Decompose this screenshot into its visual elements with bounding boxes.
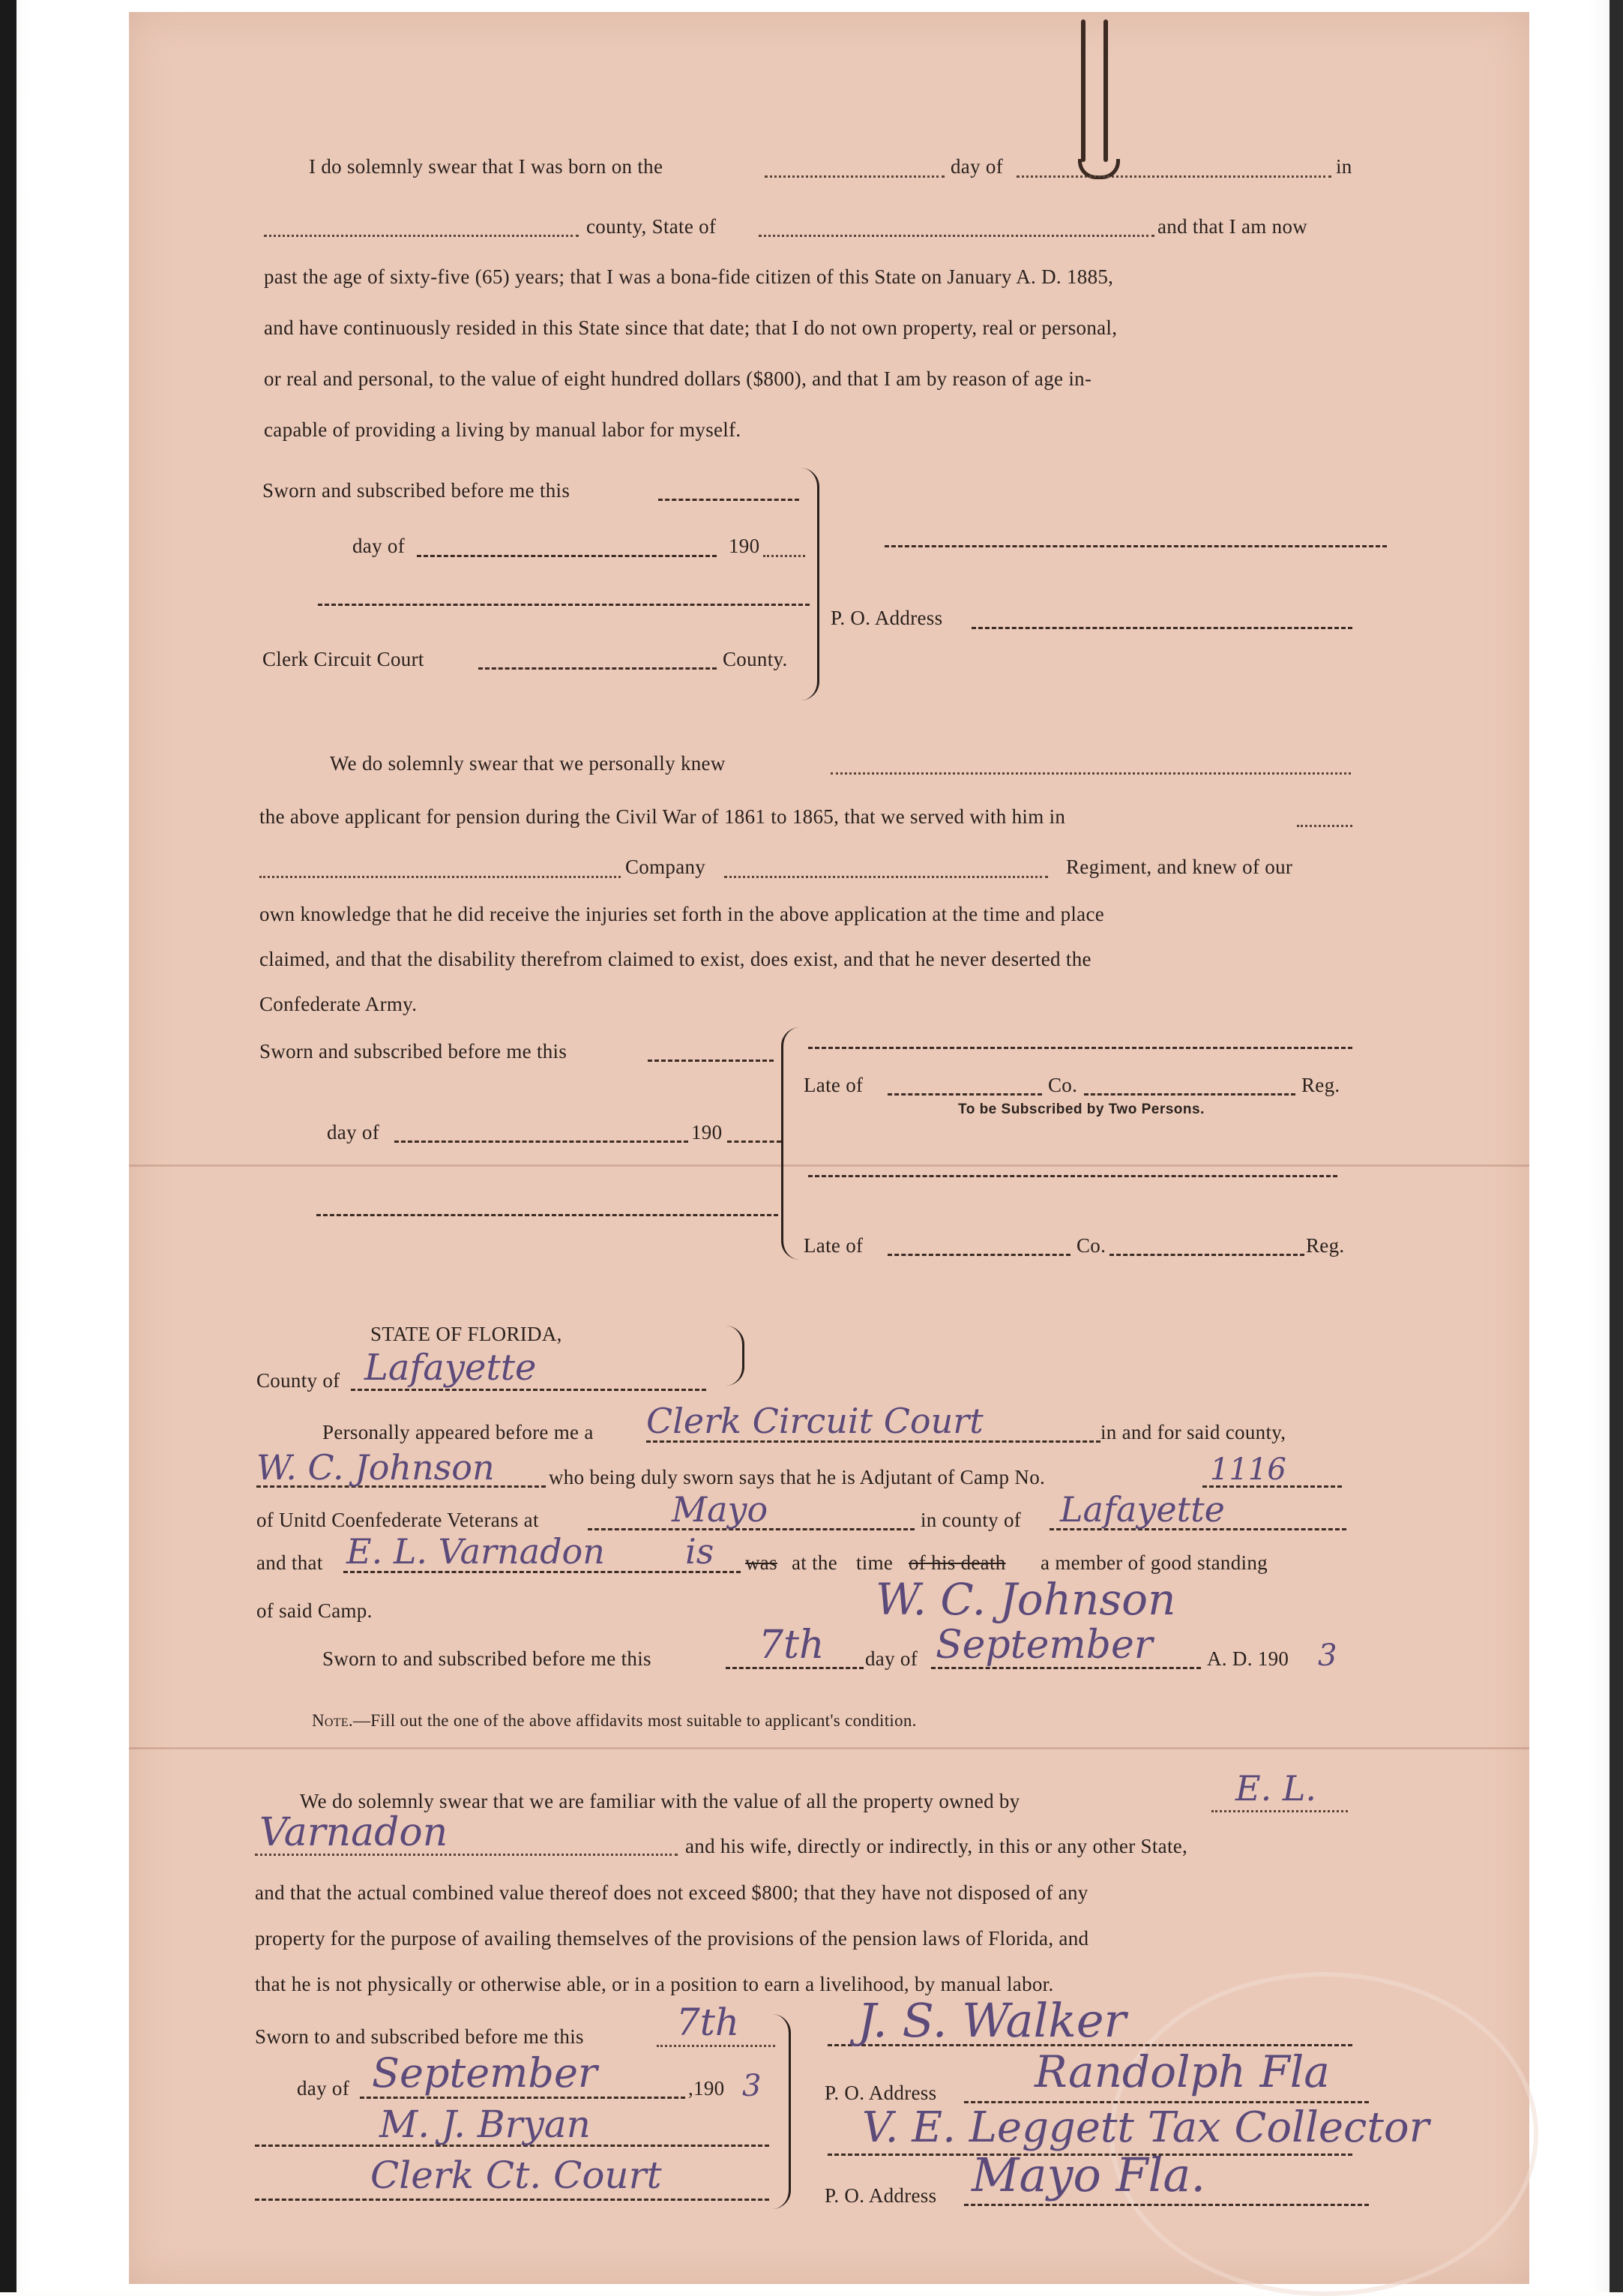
at-the-text: at the	[792, 1551, 838, 1574]
po-address-field[interactable]	[972, 627, 1352, 629]
affidavit-line: or real and personal, to the value of eight hundred dollars ($800), and that I am by reason of age in-	[264, 367, 1092, 390]
county-text: County.	[723, 648, 788, 670]
witness1-signature: J. S. Walker	[858, 1993, 1127, 2048]
po-address-label: P. O. Address	[825, 2082, 937, 2104]
born-state-field[interactable]	[759, 235, 1154, 237]
sworn-text: Sworn and subscribed before me this	[259, 1040, 567, 1063]
applicant-name-field[interactable]	[831, 772, 1351, 775]
reg-label: Reg.	[1301, 1074, 1340, 1096]
in-text: in	[1336, 155, 1352, 178]
born-text: I do solemnly swear that I was born on the	[309, 155, 663, 178]
witness2-po-handwritten: Mayo Fla.	[972, 2148, 1206, 2202]
born-month-field[interactable]	[1017, 175, 1331, 178]
witness2-po-field[interactable]	[964, 2204, 1369, 2206]
scan-left-edge	[0, 0, 16, 2292]
po-address-label: P. O. Address	[825, 2184, 937, 2207]
sworn-month-field[interactable]	[417, 555, 717, 557]
affidavit-line: property for the purpose of availing themselves of the provisions of the pension laws of Florida, and	[255, 1927, 1089, 1950]
po-address-label: P. O. Address	[831, 607, 943, 629]
witness2-co-field[interactable]	[1109, 1254, 1304, 1256]
affidavit-line: Confederate Army.	[259, 993, 418, 1015]
adjutant-text: who being duly sworn says that he is Adjutant of Camp No.	[549, 1466, 1046, 1488]
camp-county-handwritten: Lafayette	[1060, 1489, 1225, 1530]
is-handwritten: is	[685, 1531, 714, 1572]
brace	[801, 468, 819, 700]
sworn-day-handwritten: 7th	[676, 2001, 740, 2044]
scan-right-edge	[1610, 0, 1623, 2292]
born-county-field[interactable]	[264, 235, 579, 237]
affidavit-line: capable of providing a living by manual labor for myself.	[264, 418, 741, 441]
county-field[interactable]	[351, 1389, 706, 1391]
of-his-death-struck-text: of his death	[909, 1551, 1006, 1574]
affidavit-line: past the age of sixty-five (65) years; that I was a bona-fide citizen of this State on January A. D. 1885,	[264, 265, 1114, 288]
owner-surname-handwritten: Varnadon	[259, 1810, 448, 1855]
affidavit-line: and have continuously resided in this State since that date; that I do not own property, real or personal,	[264, 316, 1118, 339]
good-standing-text: a member of good standing	[1041, 1551, 1268, 1574]
adjutant-handwritten: W. C. Johnson	[256, 1447, 495, 1488]
affidavit-line: claimed, and that the disability therefrom claimed to exist, does exist, and that he never deserted the	[259, 948, 1091, 970]
clerk-county-field[interactable]	[478, 667, 717, 670]
sworn-day-field[interactable]	[648, 1060, 774, 1062]
county-state-text: county, State of	[586, 215, 717, 238]
sworn-month-field[interactable]	[394, 1141, 688, 1143]
now-text: and that I am now	[1157, 215, 1308, 238]
co-label: Co.	[1048, 1074, 1078, 1096]
affidavit-line: and that the actual combined value thereof does not exceed $800; that they have not disposed of any	[255, 1881, 1088, 1904]
official-signature-field[interactable]	[316, 1214, 778, 1216]
and-that-text: and that	[256, 1551, 323, 1574]
applicant-signature-field[interactable]	[885, 545, 1387, 547]
year-field[interactable]	[727, 1141, 781, 1143]
late-of-label: Late of	[804, 1074, 864, 1096]
state-heading: STATE OF FLORIDA,	[370, 1323, 562, 1345]
camp-number-handwritten: 1116	[1210, 1452, 1286, 1487]
regiment-text: Regiment, and knew of our	[1066, 856, 1293, 878]
sworn-text: Sworn to and subscribed before me this	[255, 2025, 584, 2048]
veteran-name-handwritten: E. L. Varnadon	[346, 1531, 605, 1572]
affidavit-line: We do solemnly swear that we are familiar with the value of all the property owned by	[300, 1790, 1020, 1812]
witness2-late-of-field[interactable]	[888, 1254, 1071, 1256]
note-label: Note.	[312, 1711, 353, 1730]
served-in-field[interactable]	[1297, 825, 1352, 827]
sworn-day-field[interactable]	[658, 499, 799, 501]
brace	[772, 2014, 791, 2209]
witness1-late-of-field[interactable]	[888, 1093, 1042, 1096]
sworn-text: Sworn and subscribed before me this	[262, 479, 570, 502]
day-of-text: day of	[327, 1121, 380, 1144]
day-of-text: day of	[297, 2077, 350, 2100]
ad-text: A. D. 190	[1207, 1647, 1289, 1670]
sworn-day-handwritten: 7th	[759, 1623, 825, 1668]
sworn-month-handwritten: September	[372, 2049, 597, 2097]
year-prefix: 190	[691, 1121, 723, 1144]
year-prefix: 190	[729, 535, 760, 557]
officer-handwritten: Clerk Circuit Court	[646, 1401, 984, 1441]
county-of-label: County of	[256, 1369, 340, 1392]
adjutant-signature: W. C. Johnson	[876, 1574, 1176, 1625]
year-handwritten: 3	[1318, 1638, 1337, 1673]
county-of-text: in county of	[921, 1509, 1022, 1531]
affidavit-line: and his wife, directly or indirectly, in this or any other State,	[685, 1835, 1188, 1857]
witness1-signature-field[interactable]	[808, 1047, 1352, 1049]
brace	[781, 1027, 800, 1260]
camp-location-handwritten: Mayo	[672, 1489, 768, 1530]
owner-handwritten: E. L.	[1235, 1768, 1316, 1809]
sworn-text: Sworn to and subscribed before me this	[322, 1647, 651, 1670]
witness1-co-field[interactable]	[1084, 1093, 1295, 1096]
clerk-circuit-court-text: Clerk Circuit Court	[262, 648, 424, 670]
clerk-signature-field[interactable]	[318, 604, 810, 606]
note-body: —Fill out the one of the above affidavits most suitable to applicant's condition.	[352, 1711, 917, 1730]
affidavit-line: We do solemnly swear that we personally knew	[330, 752, 726, 775]
county-handwritten: Lafayette	[364, 1347, 537, 1389]
clerk-title-field[interactable]	[255, 2199, 769, 2201]
witness2-signature: V. E. Leggett Tax Collector	[862, 2103, 1430, 2152]
affidavit-line: the above applicant for pension during the Civil War of 1861 to 1865, that we served with him in	[259, 805, 1066, 828]
clerk-signature-handwritten: M. J. Bryan	[379, 2103, 591, 2146]
witness1-po-handwritten: Randolph Fla	[1035, 2046, 1330, 2097]
clerk-title-handwritten: Clerk Ct. Court	[370, 2154, 662, 2197]
year-handwritten: 3	[742, 2069, 762, 2103]
owner-field[interactable]	[1211, 1810, 1348, 1812]
co-label: Co.	[1077, 1234, 1106, 1257]
witness2-signature-field[interactable]	[808, 1175, 1337, 1177]
born-day-field[interactable]	[765, 175, 945, 178]
veterans-text: of Unitd Coenfederate Veterans at	[256, 1509, 539, 1531]
day-of-text: day of	[865, 1647, 918, 1670]
note-text	[312, 1712, 917, 1729]
sworn-day-field[interactable]	[657, 2045, 775, 2047]
company-field[interactable]	[724, 876, 1048, 878]
appeared-text: Personally appeared before me a	[322, 1421, 594, 1443]
day-of-text: day of	[951, 155, 1004, 178]
of-said-camp-text: of said Camp.	[256, 1599, 373, 1622]
brace	[726, 1326, 744, 1386]
affidavit-line: own knowledge that he did receive the injuries set forth in the above application at the time and place	[259, 903, 1105, 925]
two-persons-note: To be Subscribed by Two Persons.	[958, 1102, 1205, 1117]
county-text: in and for said county,	[1100, 1421, 1286, 1443]
year-prefix: ,190	[688, 2077, 725, 2100]
fold-line	[129, 1747, 1529, 1749]
company-label: Company	[625, 856, 706, 878]
late-of-label: Late of	[804, 1234, 864, 1257]
day-of-text: day of	[352, 535, 406, 557]
affidavit-line: that he is not physically or otherwise able, or in a position to earn a livelihood, by manual labor.	[255, 1973, 1054, 1995]
was-struck-text: was	[745, 1551, 777, 1574]
reg-label: Reg.	[1306, 1234, 1345, 1257]
year-field[interactable]	[763, 555, 805, 557]
time-text: time	[856, 1551, 894, 1574]
sworn-month-handwritten: September	[936, 1623, 1153, 1668]
sworn-month-field[interactable]	[360, 2097, 685, 2099]
paper-clip	[1077, 19, 1114, 180]
served-in-field-2[interactable]	[259, 876, 621, 878]
fold-line	[129, 1164, 1529, 1167]
